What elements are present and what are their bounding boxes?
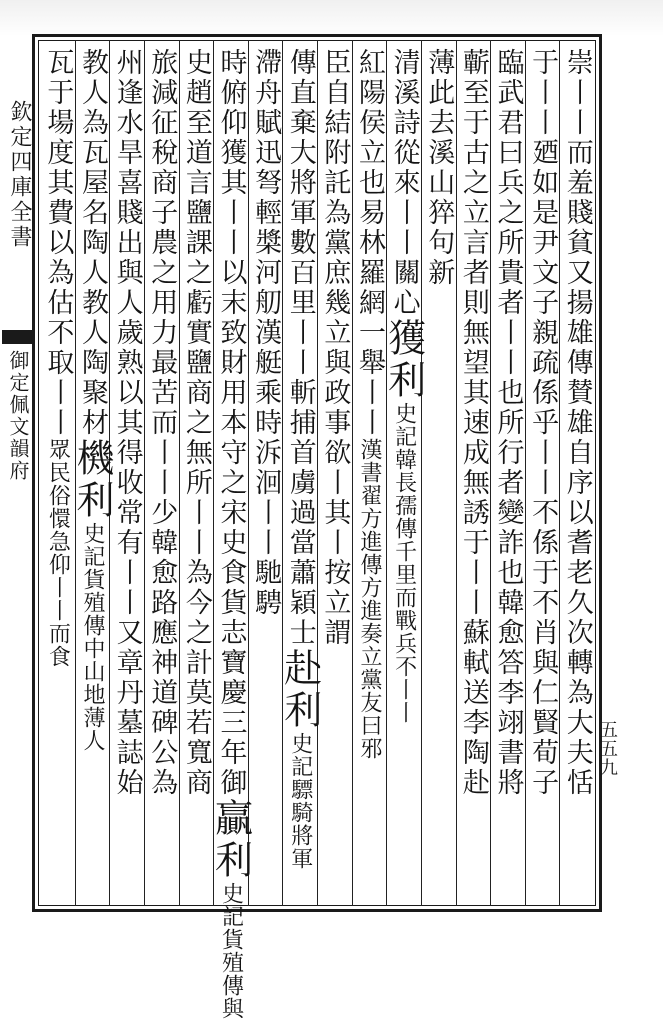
column-text: 于丨丨廼如是尹文子親疏係乎丨丨不係于不肖與仁賢荀子 [527,48,559,798]
text-column [381,48,426,894]
headword: 機利 [69,438,114,522]
page-number: 五五九 [597,720,618,777]
citation-note: 史記貨殖傳中山地薄人 [79,522,105,752]
column-text: 史趙至道言鹽課之虧實鹽商之無所丨丨為今之計莫若寬商 [180,48,212,798]
book-title: 御定佩文韻府 [6,350,30,482]
citation-note: 眾民俗懁急仰丨丨而食 [45,438,71,668]
scan-top-margin [0,0,663,36]
gutter-margin [0,40,36,906]
text-column [277,48,322,894]
column-text: 紅陽侯立也易林羅網一舉丨丨 [353,48,385,438]
citation-note: 史記韓長孺傳千里而戰兵不丨丨 [391,402,417,724]
text-column [179,48,213,894]
text-column [421,48,455,894]
library-title: 欽定四庫全書 [7,100,32,250]
citation-note: 史記驃騎將軍 [287,732,313,870]
text-column [525,48,559,894]
citation-note: 史記貨殖傳與 [218,882,244,1020]
column-text: 傳直棄大將軍數百里丨丨斬捕首虜過當蕭穎士 [284,48,316,648]
column-text: 滯舟賦迅弩輕槳河舠漢艇乘時泝洄丨丨馳騁 [250,48,282,618]
column-text: 臣自結附託為黨庶幾立與政事欲丨其丨按立謂 [319,48,351,648]
column-text: 崇丨丨而羞賤貧又揚雄傳賛雄自序以耆老久次轉為大夫恬 [561,48,593,798]
text-column [110,48,144,894]
column-text: 教人為瓦屋名陶人教人陶聚材 [76,48,108,438]
citation-note: 漢書翟方進傳方進奏立黨友曰邪 [356,438,382,760]
column-text: 旅減征稅商子農之用力最苦而丨丨少韓愈路應神道碑公為 [146,48,178,798]
column-text: 臨武君曰兵之所貴者丨丨也所行者變詐也韓愈答李翊書將 [492,48,524,798]
text-column [69,48,114,894]
column-text: 州逢水旱喜賤出與人歲熟以其得收常有丨丨又章丹墓誌始 [111,48,143,798]
text-column [352,48,386,894]
column-text: 薄此去溪山猝句新 [423,48,455,288]
column-text: 蘄至于古之立言者則無望其速成無誘于丨丨蘇軾送李陶赴 [457,48,489,798]
column-text: 清溪詩從來丨丨關心 [388,48,420,318]
text-column [208,48,253,1020]
column-text: 時俯仰獲其丨丨以末致財用本守之宋史食貨志寶慶三年御 [215,48,247,798]
text-column [144,48,178,894]
column-text: 瓦于場度其費以為估不取丨丨 [42,48,74,438]
headword: 獲利 [381,318,426,402]
headword: 贏利 [208,798,253,882]
text-column [490,48,524,894]
text-column [317,48,351,894]
text-column [456,48,490,894]
text-column [40,48,74,894]
gutter-black-bar [2,330,32,344]
text-column [560,48,594,894]
text-column [248,48,282,894]
headword: 赴利 [277,648,322,732]
